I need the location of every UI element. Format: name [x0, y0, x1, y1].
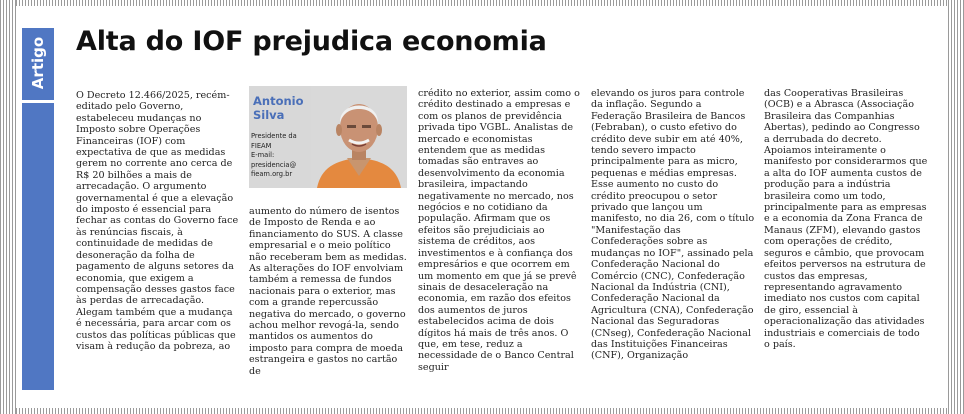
section-label: [22, 28, 54, 98]
right-border-pattern: [948, 0, 964, 414]
article-column-1: [76, 90, 240, 352]
column-4-text: elevando os juros para controle da inflação. Segundo a Federação Brasileira de Bancos (Febraban), o custo efetivo do crédito deve subir em até 40%, tendo severo impacto principalmente para as micro, pequenas e médias empresas. Esse aumento no custo do crédito preocupou o setor privado que lançou um manifesto, no dia 26, com o título "Manifestação das Confederações sobre as mudanças no IOF", assinado pela Confederação Nacional do Comércio (CNC), Confederação Nacional da Indústria (CNI), Confederação Nacional da Agricultura (CNA), Confederação Nacional das Seguradoras (CNseg), Confederação Nacional das Instituições Financeiras (CNF), Organização: [591, 88, 755, 362]
article-column-2: [249, 206, 409, 377]
section-sidebar: [22, 28, 54, 390]
author-box: [249, 86, 407, 188]
column-3-text: crédito no exterior, assim como o crédito destinado a empresas e com os planos de previdência privada tipo VGBL. Analistas de mercado e economistas entendem que as medidas tomadas são entraves ao desenvolvimento da economia brasileira, impactando negativamente no mercado, nos negócios e no cotidiano da população. Afirmam que os efeitos são prejudiciais ao sistema de créditos, aos investimentos e à confiança dos empresários e que ocorrem em um momento em que já se prevê sinais de desaceleração na economia, em razão dos efeitos dos aumentos de juros estabelecidos acima de dois dígitos há mais de três anos. O que, em tese, reduz a necessidade de o Banco Central seguir: [418, 88, 580, 373]
column-1-text: O Decreto 12.466/2025, recém-editado pelo Governo, estabeleceu mudanças no Imposto sobre Operações Financeiras (IOF) com expectativa de que as medidas gerem no corrente ano cerca de R$ 20 bilhões a mais de arrecadação. O argumento governamental é que a elevação do imposto é essencial para fechar as contas do Governo face às renúncias fiscais, à continuidade de medidas de desoneração da folha de pagamento de alguns setores da economia, que exigem a compensação desses gastos face às perdas de arrecadação. Alegam também que a mudança é necessária, para arcar com os custos das políticas públicas que visam à redução da pobreza, ao: [76, 90, 239, 352]
author-role-line: fieam.org.br: [251, 170, 293, 179]
author-role-line: presidencia@: [251, 160, 297, 169]
author-photo: [311, 86, 407, 188]
article-column-4: [591, 88, 755, 362]
column-5-text: das Cooperativas Brasileiras (OCB) e a Abrasca (Associação Brasileira das Companhias Abertas), pedindo ao Congresso a derrubada do decreto. Apoiamos inteiramente o manifesto por considerarmos que a alta do IOF aumenta custos de produção para a indústria brasileira como um todo, principalmente para as empresas e a economia da Zona Franca de Manaus (ZFM), elevando gastos com operações de crédito, seguros e câmbio, que provocam efeitos perversos na estrutura de custos das empresas, representando agravamento imediato nos custos com capital de giro, essencial à operacionalização das atividades industriais e comerciais de todo o país.: [764, 88, 928, 350]
author-role-line: Presidente da: [251, 132, 297, 140]
author-role-line: FIEAM: [251, 141, 272, 150]
left-border-pattern: [0, 0, 16, 414]
column-2-text: aumento do número de isentos de Imposto de Renda e ao financiamento do SUS. A classe empresarial e o meio político não receberam bem as medidas. As alterações do IOF envolviam também a remessa de fundos nacionais para o exterior, mas com a grande repercussão negativa do mercado, o governo achou melhor revogá-la, sendo mantidos os aumentos do imposto para compra de moeda estrangeira e gastos no cartão de: [249, 206, 407, 377]
author-role-line: E-mail:: [251, 151, 275, 160]
author-name: Antonio Silva: [253, 94, 304, 122]
article-headline: Alta do IOF prejudica economia: [76, 26, 547, 57]
author-role: [251, 132, 309, 180]
section-label-text: Artigo: [29, 36, 47, 90]
article-column-5: [764, 88, 928, 350]
bottom-border-pattern: [16, 408, 948, 414]
article-column-3: [418, 88, 582, 373]
sidebar-divider: [22, 100, 54, 103]
